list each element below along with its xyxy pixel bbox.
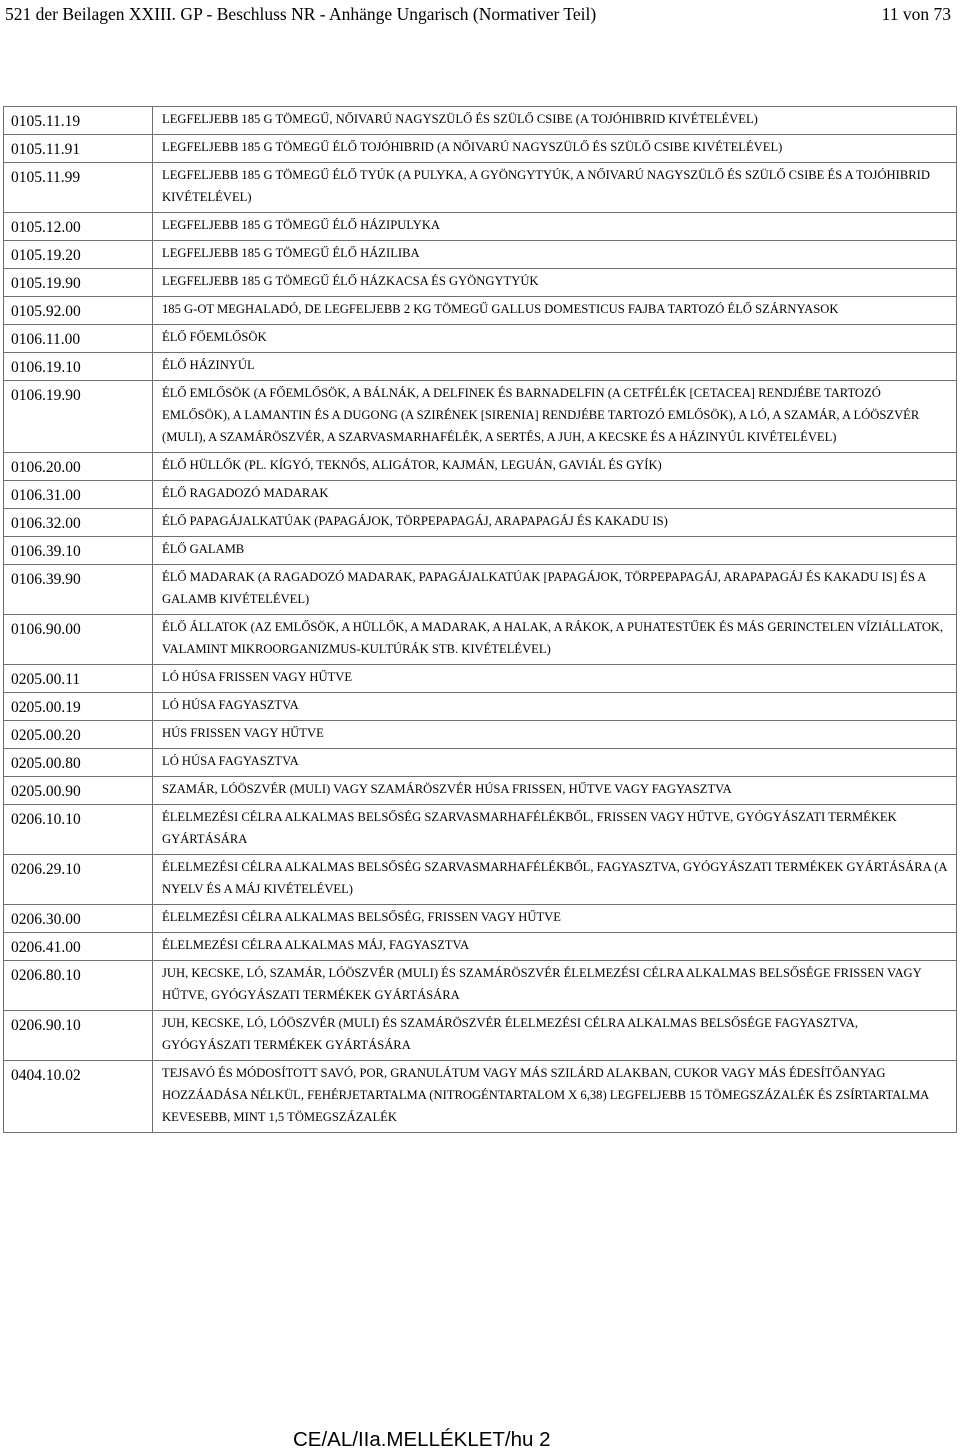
table-row (4, 353, 957, 381)
description-cell: LEGFELJEBB 185 G TÖMEGŰ ÉLŐ HÁZILIBA (153, 241, 957, 269)
table-row (4, 269, 957, 297)
table-row (4, 721, 957, 749)
tariff-code-cell: 0106.39.90 (4, 565, 153, 615)
tariff-code-cell: 0206.90.10 (4, 1011, 153, 1061)
table-row (4, 1011, 957, 1061)
description-cell: LEGFELJEBB 185 G TÖMEGŰ ÉLŐ HÁZIPULYKA (153, 213, 957, 241)
tariff-code-cell: 0105.12.00 (4, 213, 153, 241)
description-cell: LEGFELJEBB 185 G TÖMEGŰ, NŐIVARÚ NAGYSZÜLŐ ÉS SZÜLŐ CSIBE (A TOJÓHIBRID KIVÉTELÉVEL) (153, 107, 957, 135)
tariff-code-cell: 0206.30.00 (4, 905, 153, 933)
tariff-code-cell: 0106.19.90 (4, 381, 153, 453)
tariff-code-cell: 0105.19.20 (4, 241, 153, 269)
table-row (4, 453, 957, 481)
table-row (4, 1061, 957, 1133)
table-row (4, 241, 957, 269)
description-cell: ÉLELMEZÉSI CÉLRA ALKALMAS MÁJ, FAGYASZTVA (153, 933, 957, 961)
table-row (4, 325, 957, 353)
description-cell: TEJSAVÓ ÉS MÓDOSÍTOTT SAVÓ, POR, GRANULÁTUM VAGY MÁS SZILÁRD ALAKBAN, CUKOR VAGY MÁS ÉDESÍTŐANYAG HOZZÁADÁSA NÉLKÜL, FEHÉRJETARTALMA (NITROGÉNTARTALOM X 6,38) LEGFELJEBB 15 TÖMEGSZÁZALÉK ÉS ZSÍRTARTALMA KEVESEBB, MINT 1,5 TÖMEGSZÁZALÉK (153, 1061, 957, 1133)
table-row (4, 163, 957, 213)
tariff-code-cell: 0205.00.90 (4, 777, 153, 805)
tariff-code-cell: 0106.32.00 (4, 509, 153, 537)
table-row (4, 805, 957, 855)
table-row (4, 509, 957, 537)
description-cell: ÉLŐ MADARAK (A RAGADOZÓ MADARAK, PAPAGÁJALKATÚAK [PAPAGÁJOK, TÖRPEPAPAGÁJ, ARAPAPAGÁJ ÉS KAKADU IS] ÉS A GALAMB KIVÉTELÉVEL) (153, 565, 957, 615)
tariff-code-cell: 0106.11.00 (4, 325, 153, 353)
tariff-code-cell: 0206.10.10 (4, 805, 153, 855)
description-cell: ÉLŐ EMLŐSÖK (A FŐEMLŐSÖK, A BÁLNÁK, A DELFINEK ÉS BARNADELFIN (A CETFÉLÉK [CETACEA] RENDJÉBE TARTOZÓ EMLŐSÖK), A LAMANTIN ÉS A DUGONG (A SZIRÉNEK [SIRENIA] RENDJÉBE TARTOZÓ EMLŐSÖK), A LÓ, A SZAMÁR, A LÓÖSZVÉR (MULI), A SZAMÁRÖSZVÉR, A SZARVASMARHAFÉLÉK, A SERTÉS, A JUH, A KECSKE ÉS A HÁZINYÚL KIVÉTELÉVEL) (153, 381, 957, 453)
table-row (4, 481, 957, 509)
description-cell: LÓ HÚSA FAGYASZTVA (153, 749, 957, 777)
tariff-code-cell: 0105.11.99 (4, 163, 153, 213)
tariff-code-cell: 0106.39.10 (4, 537, 153, 565)
tariff-code-cell: 0105.11.91 (4, 135, 153, 163)
tariff-code-cell: 0206.41.00 (4, 933, 153, 961)
description-cell: LEGFELJEBB 185 G TÖMEGŰ ÉLŐ TYÚK (A PULYKA, A GYÖNGYTYÚK, A NŐIVARÚ NAGYSZÜLŐ ÉS SZÜLŐ CSIBE ÉS A TOJÓHIBRID KIVÉTELÉVEL) (153, 163, 957, 213)
tariff-code-cell: 0106.90.00 (4, 615, 153, 665)
description-cell: ÉLŐ ÁLLATOK (AZ EMLŐSÖK, A HÜLLŐK, A MADARAK, A HALAK, A RÁKOK, A PUHATESTŰEK ÉS MÁS GERINCTELEN VÍZIÁLLATOK, VALAMINT MIKROORGANIZMUS-KULTÚRÁK STB. KIVÉTELÉVEL) (153, 615, 957, 665)
page-footer-reference: CE/AL/IIa.MELLÉKLET/hu 2 (293, 1428, 551, 1451)
table-row (4, 665, 957, 693)
description-cell: SZAMÁR, LÓÖSZVÉR (MULI) VAGY SZAMÁRÖSZVÉR HÚSA FRISSEN, HŰTVE VAGY FAGYASZTVA (153, 777, 957, 805)
table-row (4, 135, 957, 163)
table-row (4, 961, 957, 1011)
description-cell: ÉLELMEZÉSI CÉLRA ALKALMAS BELSŐSÉG SZARVASMARHAFÉLÉKBŐL, FAGYASZTVA, GYÓGYÁSZATI TERMÉKEK GYÁRTÁSÁRA (A NYELV ÉS A MÁJ KIVÉTELÉVEL) (153, 855, 957, 905)
tariff-code-cell: 0105.11.19 (4, 107, 153, 135)
description-cell: ÉLELMEZÉSI CÉLRA ALKALMAS BELSŐSÉG SZARVASMARHAFÉLÉKBŐL, FRISSEN VAGY HŰTVE, GYÓGYÁSZATI TERMÉKEK GYÁRTÁSÁRA (153, 805, 957, 855)
tariff-code-table (3, 106, 957, 1133)
tariff-code-cell: 0105.92.00 (4, 297, 153, 325)
document-title: 521 der Beilagen XXIII. GP - Beschluss NR - Anhänge Ungarisch (Normativer Teil) (5, 4, 597, 24)
tariff-code-cell: 0404.10.02 (4, 1061, 153, 1133)
description-cell: LÓ HÚSA FAGYASZTVA (153, 693, 957, 721)
tariff-code-cell: 0205.00.11 (4, 665, 153, 693)
table-row (4, 297, 957, 325)
tariff-code-cell: 0106.31.00 (4, 481, 153, 509)
tariff-code-cell: 0106.19.10 (4, 353, 153, 381)
description-cell: ÉLŐ HÁZINYÚL (153, 353, 957, 381)
description-cell: JUH, KECSKE, LÓ, SZAMÁR, LÓÖSZVÉR (MULI) ÉS SZAMÁRÖSZVÉR ÉLELMEZÉSI CÉLRA ALKALMAS BELSŐSÉGE FRISSEN VAGY HŰTVE, GYÓGYÁSZATI TERMÉKEK GYÁRTÁSÁRA (153, 961, 957, 1011)
description-cell: ÉLŐ HÜLLŐK (PL. KÍGYÓ, TEKNŐS, ALIGÁTOR, KAJMÁN, LEGUÁN, GAVIÁL ÉS GYÍK) (153, 453, 957, 481)
table-row (4, 693, 957, 721)
description-cell: HÚS FRISSEN VAGY HŰTVE (153, 721, 957, 749)
tariff-code-cell: 0205.00.80 (4, 749, 153, 777)
table-row (4, 905, 957, 933)
table-row (4, 777, 957, 805)
description-cell: LEGFELJEBB 185 G TÖMEGŰ ÉLŐ TOJÓHIBRID (A NŐIVARÚ NAGYSZÜLŐ ÉS SZÜLŐ CSIBE KIVÉTELÉVEL) (153, 135, 957, 163)
table-row (4, 107, 957, 135)
description-cell: ÉLŐ PAPAGÁJALKATÚAK (PAPAGÁJOK, TÖRPEPAPAGÁJ, ARAPAPAGÁJ ÉS KAKADU IS) (153, 509, 957, 537)
description-cell: LEGFELJEBB 185 G TÖMEGŰ ÉLŐ HÁZKACSA ÉS GYÖNGYTYÚK (153, 269, 957, 297)
page-number: 11 von 73 (881, 4, 951, 24)
tariff-code-cell: 0106.20.00 (4, 453, 153, 481)
description-cell: ÉLELMEZÉSI CÉLRA ALKALMAS BELSŐSÉG, FRISSEN VAGY HŰTVE (153, 905, 957, 933)
tariff-code-cell: 0205.00.19 (4, 693, 153, 721)
description-cell: ÉLŐ GALAMB (153, 537, 957, 565)
table-row (4, 381, 957, 453)
page-header (0, 2, 960, 26)
tariff-code-cell: 0206.80.10 (4, 961, 153, 1011)
table-row (4, 537, 957, 565)
table-row (4, 749, 957, 777)
tariff-code-cell: 0205.00.20 (4, 721, 153, 749)
table-body (4, 107, 957, 1133)
description-cell: ÉLŐ RAGADOZÓ MADARAK (153, 481, 957, 509)
description-cell: JUH, KECSKE, LÓ, LÓÖSZVÉR (MULI) ÉS SZAMÁRÖSZVÉR ÉLELMEZÉSI CÉLRA ALKALMAS BELSŐSÉGE FAGYASZTVA, GYÓGYÁSZATI TERMÉKEK GYÁRTÁSÁRA (153, 1011, 957, 1061)
table-row (4, 933, 957, 961)
description-cell: LÓ HÚSA FRISSEN VAGY HŰTVE (153, 665, 957, 693)
table-row (4, 615, 957, 665)
description-cell: 185 G-OT MEGHALADÓ, DE LEGFELJEBB 2 KG TÖMEGŰ GALLUS DOMESTICUS FAJBA TARTOZÓ ÉLŐ SZÁRNYASOK (153, 297, 957, 325)
tariff-code-cell: 0206.29.10 (4, 855, 153, 905)
description-cell: ÉLŐ FŐEMLŐSÖK (153, 325, 957, 353)
table-row (4, 213, 957, 241)
table-row (4, 855, 957, 905)
tariff-code-cell: 0105.19.90 (4, 269, 153, 297)
table-row (4, 565, 957, 615)
